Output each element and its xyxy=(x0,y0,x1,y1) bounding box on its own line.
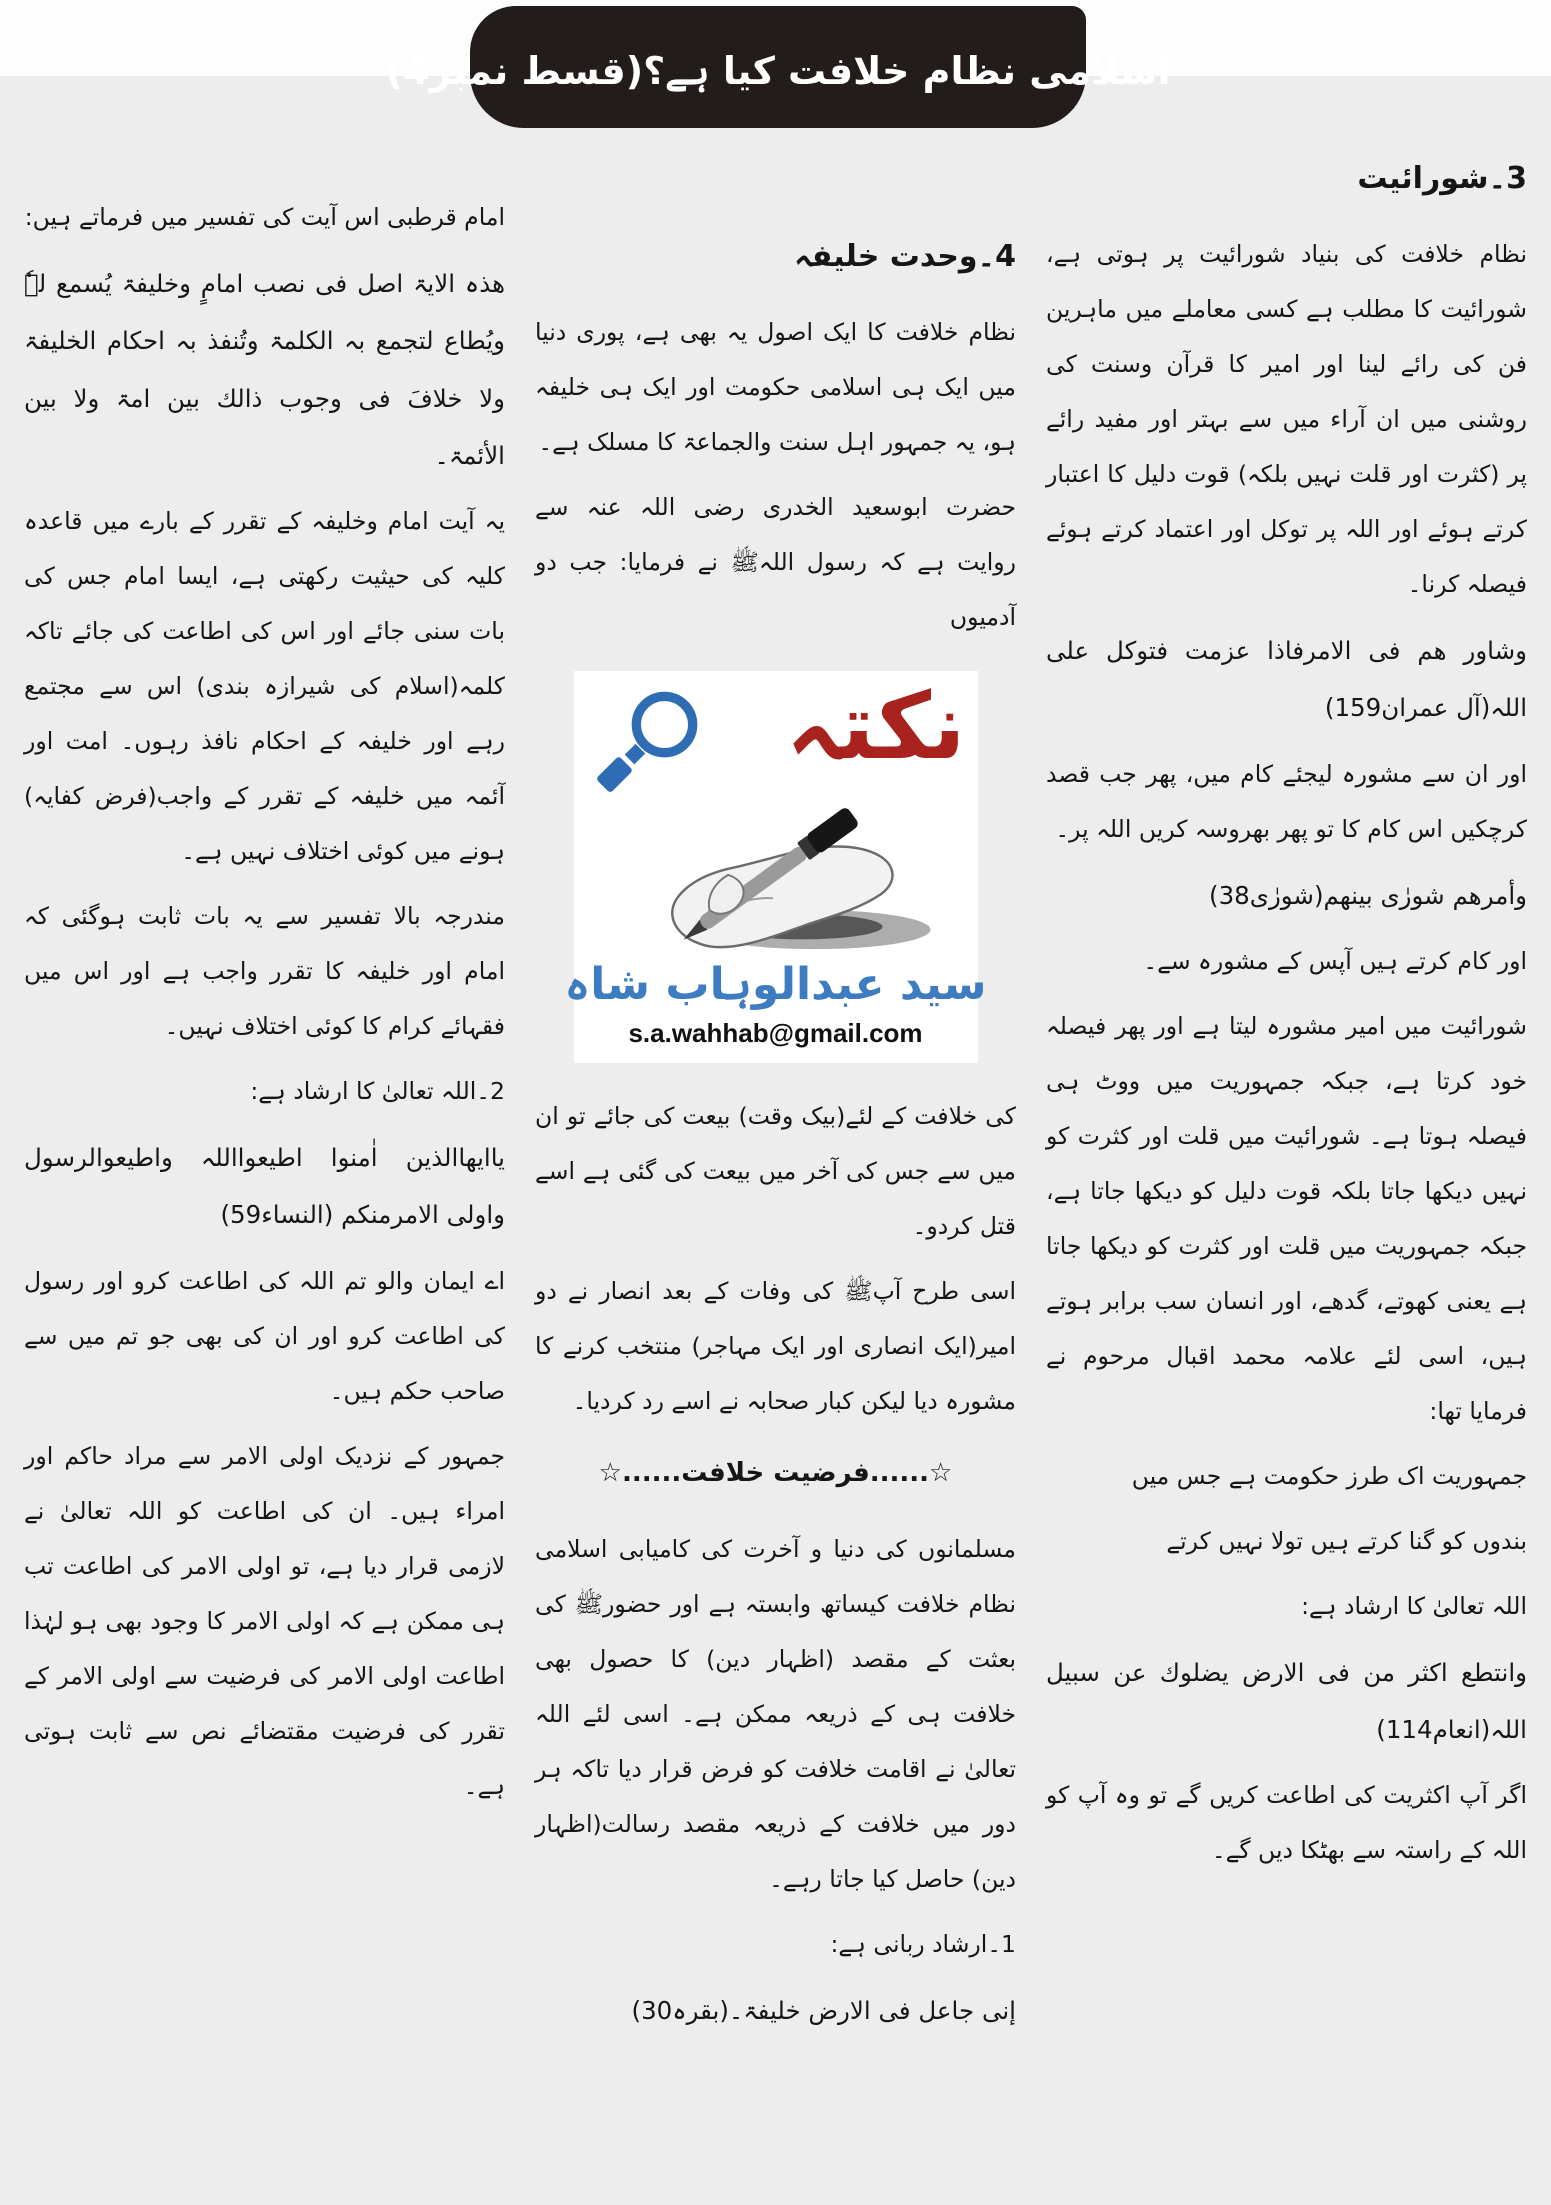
section-heading-wahdat: 4۔وحدت خلیفہ xyxy=(794,239,1016,274)
paragraph: اور کام کرتے ہیں آپس کے مشورہ سے۔ xyxy=(1143,946,1527,975)
quran-quote: وشاور ھم فی الامرفاذا عزمت فتوکل علی اللہ(آل عمران159) xyxy=(1046,635,1527,723)
article-columns xyxy=(24,150,1527,2205)
author-name: سید عبدالوہاب شاہ xyxy=(564,958,987,1010)
section-heading-shuraiyat: 3۔شورائیت xyxy=(1357,161,1527,196)
article-title: اسلامی نظام خلافت کیا ہے؟(قسط نمبر4) xyxy=(385,49,1171,93)
column-wahdat-khalifa xyxy=(535,150,1016,2205)
author-email: s.a.wahhab@gmail.com xyxy=(628,1017,923,1048)
paragraph: مندرجہ بالا تفسیر سے یہ بات ثابت ہوگئی کہ امام اور خلیفہ کا تقرر واجب ہے اور اس میں فقہائے کرام کا کوئی اختلاف نہیں۔ xyxy=(24,902,505,1041)
column-qurtubi-tafsir xyxy=(24,150,505,2205)
quran-quote: إنی جاعل فی الارض خلیفۃ۔(بقرہ30) xyxy=(631,1995,1016,2025)
quran-quote: یاایھاالذین اٰمنوا اطیعوااللہ واطیعوالرسول واولی الامرمنکم (النساء59) xyxy=(24,1143,505,1230)
article-header-bar xyxy=(385,6,1171,128)
paragraph: 1۔ارشاد ربانی ہے: xyxy=(830,1929,1016,1958)
paragraph: مسلمانوں کی دنیا و آخرت کی کامیابی اسلامی نظام خلافت کیساتھ وابستہ ہے اور حضورﷺ کی بعثت کے مقصد (اظہار دین) کا حصول بھی خلافت ہی کے ذریعہ ممکن ہے۔ اسی لئے اللہ تعالیٰ نے اقامت خلافت کو فرض قرار دیا تاکہ ہر دور میں خلافت کے ذریعہ مقصد رسالت(اظہار دین) حاصل کیا جاتا رہے۔ xyxy=(535,1534,1016,1893)
paragraph: کی خلافت کے لئے(بیک وقت) بیعت کی جائے تو ان میں سے جس کی آخر میں بیعت کی گئی ہے اسے قتل کردو۔ xyxy=(535,1101,1016,1240)
paragraph: شورائیت میں امیر مشورہ لیتا ہے اور پھر فیصلہ خود کرتا ہے، جبکہ جمہوریت میں ووٹ ہی فیصلہ ہوتا ہے۔ شورائیت میں قلت اور کثرت کو نہیں دیکھا جاتا بلکہ قوت دلیل کو دیکھا جاتا ہے، جبکہ جمہوریت میں قلت اور کثرت کو دیکھا جاتا ہے یعنی کھوتے، گدھے، اور انسان سب برابر ہوتے ہیں، اسی لئے علامہ محمد اقبال مرحوم نے فرمایا تھا: xyxy=(1046,1011,1527,1425)
hand-writing-pen-icon xyxy=(604,781,948,957)
paragraph: اللہ تعالیٰ کا ارشاد ہے: xyxy=(1301,1591,1527,1620)
paragraph: یہ آیت امام وخلیفہ کے تقرر کے بارے میں قاعدہ کلیہ کی حیثیت رکھتی ہے، ایسا امام جس کی بات سنی جائے اور اس کی اطاعت کی جائے تاکہ کلمہ(اسلام کی شیرازہ بندی) اس سے مجتمع رہے اور خلیفہ کے احکام نافذ رہوں۔ امت اور آئمہ میں خلیفہ کے تقرر کے واجب(فرض کفایہ) ہونے میں کوئی اختلاف نہیں ہے۔ xyxy=(24,507,505,866)
quran-quote: وانتطع اکثر من فی الارض یضلوك عن سبیل اللہ(انعام114) xyxy=(1046,1657,1527,1744)
paragraph: اسی طرح آپﷺ کی وفات کے بعد انصار نے دو امیر(ایک انصاری اور ایک مہاجر) منتخب کرنے کا مشورہ دیا لیکن کبار صحابہ نے اسے رد کردیا۔ xyxy=(535,1276,1016,1415)
paragraph: 2۔اللہ تعالیٰ کا ارشاد ہے: xyxy=(250,1077,505,1106)
paragraph: جمہور کے نزدیک اولی الامر سے مراد حاکم اور امراء ہیں۔ ان کی اطاعت کو اللہ تعالیٰ نے لازمی قرار دیا ہے، تو اولی الامر کی اطاعت تب ہی ممکن ہے کہ اولی الامر کا وجود بھی ہو لہٰذا اطاعت اولی الامر کی فرضیت سے اولی الامر کے تقرر کی فرضیت مقتضائے نص سے ثابت ہوتی ہے۔ xyxy=(24,1441,505,1800)
poetry-line: جمہوریت اک طرز حکومت ہے جس میں xyxy=(1131,1461,1527,1490)
poetry-line: بندوں کو گنا کرتے ہیں تولا نہیں کرتے xyxy=(1166,1526,1527,1555)
paragraph: اے ایمان والو تم اللہ کی اطاعت کرو اور رسول کی اطاعت کرو اور ان کی بھی جو تم میں سے صاحب حکم ہیں۔ xyxy=(24,1266,505,1405)
author-logo-box xyxy=(564,671,987,1063)
quran-quote: وأمرھم شورٰی بینھم(شورٰی38) xyxy=(1209,880,1527,910)
paragraph: امام قرطبی اس آیت کی تفسیر میں فرماتے ہیں: xyxy=(24,203,505,231)
section-heading-farziyat-khilafat: ☆......فرضیت خلافت......☆ xyxy=(598,1457,953,1488)
paragraph: نظام خلافت کا ایک اصول یہ بھی ہے، پوری دنیا میں ایک ہی اسلامی حکومت اور ایک ہی خلیفہ ہو، یہ جمہور اہل سنت والجماعۃ کا مسلک ہے۔ xyxy=(535,318,1016,456)
paragraph: حضرت ابوسعید الخدری رضی اللہ عنہ سے روایت ہے کہ رسول اللہﷺ نے فرمایا: جب دو آدمیوں xyxy=(535,492,1016,631)
paragraph: اور ان سے مشورہ لیجئے کام میں، پھر جب قصد کرچکیں اس کام کا تو پھر بھروسہ کریں اللہ پر۔ xyxy=(1046,759,1527,843)
brand-name: نکتہ xyxy=(785,672,966,780)
arabic-quote: ھذہ الایۃ اصل فی نصب امامٍ وخلیفۃ یُسمع لہٗ ویُطاع لتجمع بہ الکلمۃ وتُنفذ بہ احکام الخلیفۃ ولا خلافَ فی وجوب ذالك بین امۃ ولا بین الأئمۃ۔ xyxy=(24,268,505,470)
paragraph: اگر آپ اکثریت کی اطاعت کریں گے تو وہ آپ کو اللہ کے راستہ سے بھٹکا دیں گے۔ xyxy=(1046,1781,1527,1865)
column-shuraiyat xyxy=(1046,150,1527,2205)
paragraph: نظام خلافت کی بنیاد شورائیت پر ہوتی ہے، شورائیت کا مطلب ہے کسی معاملے میں ماہرین فن کی رائے لینا اور امیر کا قرآن وسنت کی روشنی میں ان آراء میں سے بہتر اور مفید رائے پر (کثرت اور قلت نہیں بلکہ) قوت دلیل کا اعتبار کرتے ہوئے اور اللہ پر توکل اور اعتماد کرتے ہوئے فیصلہ کرنا۔ xyxy=(1046,240,1527,598)
